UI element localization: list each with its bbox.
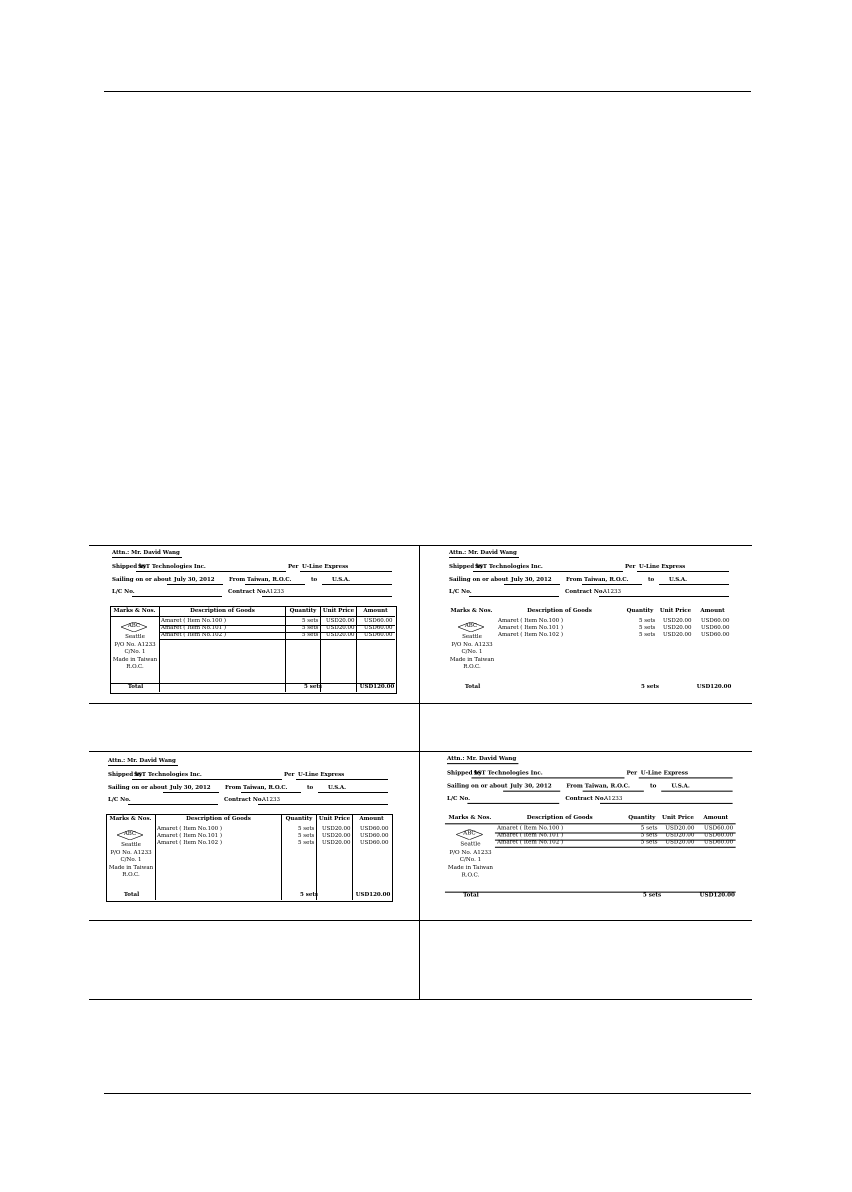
to-value: U.S.A. bbox=[669, 577, 688, 583]
header-amount: Amount bbox=[359, 816, 384, 822]
row-amount: USD60.00 bbox=[704, 832, 734, 839]
header-unit-price: Unit Price bbox=[322, 608, 355, 614]
per-value: U-Line Express bbox=[298, 772, 345, 778]
total-qty: 5 sets bbox=[642, 892, 662, 899]
shipped-by-value: SST Technologies Inc. bbox=[473, 770, 543, 777]
row-amount: USD60.00 bbox=[701, 625, 730, 631]
total-qty: 5 sets bbox=[304, 684, 322, 690]
total-label: Total bbox=[127, 684, 144, 690]
sample-form-partial-lines bbox=[108, 759, 408, 909]
row-price: USD20.00 bbox=[665, 839, 695, 846]
to-value: U.S.A. bbox=[328, 785, 347, 791]
header-description: Description of Goods bbox=[190, 608, 255, 614]
row-amount: USD60.00 bbox=[704, 825, 734, 832]
row-qty: 5 sets bbox=[298, 826, 315, 832]
row-amount: USD60.00 bbox=[701, 632, 730, 638]
sample-form-original bbox=[112, 551, 412, 701]
sample-form-lines-removed bbox=[449, 551, 749, 701]
row-desc: Amaret ( Item No.100 ) bbox=[157, 826, 222, 832]
per-label: Per bbox=[626, 770, 638, 777]
header-quantity: Quantity bbox=[626, 608, 654, 614]
row-desc: Amaret ( Item No.100 ) bbox=[496, 825, 564, 832]
per-value: U-Line Express bbox=[640, 770, 688, 777]
header-unit-price: Unit Price bbox=[318, 816, 351, 822]
row-amount: USD60.00 bbox=[360, 826, 389, 832]
abc-mark-text: ABC bbox=[464, 623, 478, 629]
contract-label: Contract No. bbox=[565, 795, 606, 802]
row-amount: USD60.00 bbox=[701, 618, 730, 624]
sample-form-row-lines bbox=[447, 757, 753, 910]
header-amount: Amount bbox=[703, 815, 729, 822]
contract-value: A1233 bbox=[266, 589, 284, 595]
contract-value: A1233 bbox=[262, 797, 280, 803]
row-amount: USD60.00 bbox=[360, 840, 389, 846]
total-qty: 5 sets bbox=[641, 684, 659, 690]
sailing-label: Sailing on or about bbox=[447, 783, 508, 790]
abc-mark-text: ABC bbox=[463, 830, 476, 837]
contract-label: Contract No. bbox=[224, 797, 264, 803]
row-qty: 5 sets bbox=[302, 618, 319, 624]
row-qty: 5 sets bbox=[639, 632, 656, 638]
from-value: Taiwan, R.O.C. bbox=[584, 577, 629, 583]
row-desc: Amaret ( Item No.102 ) bbox=[161, 632, 226, 638]
lc-label: L/C No. bbox=[112, 589, 135, 595]
contract-value: A1233 bbox=[604, 795, 623, 802]
shipped-by-value: SST Technologies Inc. bbox=[138, 564, 206, 570]
header-unit-price: Unit Price bbox=[662, 815, 694, 822]
from-value: Taiwan, R.O.C. bbox=[584, 783, 631, 790]
header-marks: Marks & Nos. bbox=[448, 815, 492, 822]
from-label: From bbox=[225, 785, 242, 791]
row-desc: Amaret ( Item No.101 ) bbox=[496, 832, 564, 839]
abc-mark-icon bbox=[456, 829, 483, 839]
contract-label: Contract No. bbox=[228, 589, 268, 595]
from-value: Taiwan, R.O.C. bbox=[243, 785, 288, 791]
row-qty: 5 sets bbox=[640, 825, 658, 832]
footer-rule bbox=[104, 1093, 751, 1094]
contract-label: Contract No. bbox=[565, 589, 605, 595]
per-value: U-Line Express bbox=[302, 564, 349, 570]
per-label: Per bbox=[284, 772, 295, 778]
row-desc: Amaret ( Item No.102 ) bbox=[157, 840, 222, 846]
row-price: USD20.00 bbox=[665, 832, 695, 839]
shipping-marks: Seattle P/O No. A1233 C/No. 1 Made in Taiwan R.O.C. bbox=[447, 841, 494, 879]
shipping-marks: Seattle P/O No. A1233 C/No. 1 Made in Taiwan R.O.C. bbox=[449, 634, 495, 670]
row-price: USD20.00 bbox=[326, 632, 355, 638]
shipped-by-label: Shipped by bbox=[112, 564, 147, 570]
shipped-by-value: SST Technologies Inc. bbox=[134, 772, 202, 778]
from-label: From bbox=[566, 783, 583, 790]
sailing-value: July 30, 2012 bbox=[170, 785, 211, 791]
sailing-value: July 30, 2012 bbox=[174, 577, 215, 583]
abc-mark-icon bbox=[458, 622, 484, 632]
sailing-value: July 30, 2012 bbox=[511, 577, 552, 583]
row-desc: Amaret ( Item No.101 ) bbox=[498, 625, 563, 631]
row-qty: 5 sets bbox=[302, 625, 319, 631]
total-label: Total bbox=[464, 684, 481, 690]
lc-label: L/C No. bbox=[449, 589, 472, 595]
header-marks: Marks & Nos. bbox=[113, 608, 156, 614]
grid-row2-top-line bbox=[89, 751, 752, 752]
header-amount: Amount bbox=[363, 608, 388, 614]
attn-label: Attn.: Mr. David Wang bbox=[112, 550, 180, 556]
abc-mark-icon bbox=[117, 830, 143, 840]
total-amount: USD120.00 bbox=[359, 684, 395, 690]
header-quantity: Quantity bbox=[289, 608, 317, 614]
abc-mark-text: ABC bbox=[127, 623, 141, 629]
shipped-by-label: Shipped by bbox=[447, 770, 482, 777]
row-price: USD20.00 bbox=[663, 618, 692, 624]
row-amount: USD60.00 bbox=[364, 625, 393, 631]
shipping-marks: Seattle P/O No. A1233 C/No. 1 Made in Taiwan R.O.C. bbox=[112, 634, 158, 670]
to-label: to bbox=[648, 577, 655, 583]
row-desc: Amaret ( Item No.100 ) bbox=[498, 618, 563, 624]
total-amount: USD120.00 bbox=[696, 684, 732, 690]
to-label: to bbox=[311, 577, 318, 583]
total-label: Total bbox=[463, 892, 479, 899]
header-description: Description of Goods bbox=[526, 815, 593, 822]
to-value: U.S.A. bbox=[671, 783, 690, 790]
to-label: to bbox=[307, 785, 314, 791]
row-price: USD20.00 bbox=[663, 625, 692, 631]
total-qty: 5 sets bbox=[300, 892, 318, 898]
row-price: USD20.00 bbox=[326, 625, 355, 631]
abc-mark-icon bbox=[121, 622, 147, 632]
per-label: Per bbox=[625, 564, 636, 570]
row-qty: 5 sets bbox=[640, 839, 658, 846]
row-qty: 5 sets bbox=[640, 832, 658, 839]
row-price: USD20.00 bbox=[665, 825, 695, 832]
from-label: From bbox=[229, 577, 246, 583]
grid-center-divider bbox=[419, 545, 420, 1000]
sailing-label: Sailing on or about bbox=[449, 577, 509, 583]
total-amount: USD120.00 bbox=[355, 892, 391, 898]
row-price: USD20.00 bbox=[322, 840, 351, 846]
sailing-label: Sailing on or about bbox=[108, 785, 168, 791]
row-qty: 5 sets bbox=[639, 625, 656, 631]
to-label: to bbox=[649, 783, 657, 790]
grid-bottom-line bbox=[89, 999, 752, 1000]
row-desc: Amaret ( Item No.101 ) bbox=[157, 833, 222, 839]
row-price: USD20.00 bbox=[322, 826, 351, 832]
shipped-by-label: Shipped by bbox=[449, 564, 484, 570]
row-desc: Amaret ( Item No.102 ) bbox=[496, 839, 564, 846]
row-qty: 5 sets bbox=[302, 632, 319, 638]
lc-label: L/C No. bbox=[447, 795, 471, 802]
header-rule bbox=[104, 91, 751, 92]
header-amount: Amount bbox=[700, 608, 725, 614]
row-qty: 5 sets bbox=[298, 840, 315, 846]
from-label: From bbox=[566, 577, 583, 583]
abc-mark-text: ABC bbox=[123, 831, 137, 837]
shipping-marks: Seattle P/O No. A1233 C/No. 1 Made in Taiwan R.O.C. bbox=[108, 842, 154, 878]
contract-value: A1233 bbox=[603, 589, 621, 595]
attn-label: Attn.: Mr. David Wang bbox=[449, 550, 517, 556]
row-desc: Amaret ( Item No.100 ) bbox=[161, 618, 226, 624]
attn-label: Attn.: Mr. David Wang bbox=[108, 758, 176, 764]
row-price: USD20.00 bbox=[663, 632, 692, 638]
header-unit-price: Unit Price bbox=[659, 608, 692, 614]
row-amount: USD60.00 bbox=[364, 632, 393, 638]
row-qty: 5 sets bbox=[639, 618, 656, 624]
row-amount: USD60.00 bbox=[704, 839, 734, 846]
sailing-value: July 30, 2012 bbox=[510, 783, 552, 790]
grid-top-line bbox=[89, 545, 752, 546]
to-value: U.S.A. bbox=[332, 577, 351, 583]
row-amount: USD60.00 bbox=[364, 618, 393, 624]
per-label: Per bbox=[288, 564, 299, 570]
row-price: USD20.00 bbox=[322, 833, 351, 839]
header-description: Description of Goods bbox=[527, 608, 592, 614]
row-amount: USD60.00 bbox=[360, 833, 389, 839]
row-desc: Amaret ( Item No.101 ) bbox=[161, 625, 226, 631]
per-value: U-Line Express bbox=[639, 564, 686, 570]
row-price: USD20.00 bbox=[326, 618, 355, 624]
row-desc: Amaret ( Item No.102 ) bbox=[498, 632, 563, 638]
from-value: Taiwan, R.O.C. bbox=[247, 577, 292, 583]
grid-row1-caption-line bbox=[89, 703, 752, 704]
attn-label: Attn.: Mr. David Wang bbox=[447, 755, 517, 763]
header-quantity: Quantity bbox=[628, 815, 656, 822]
lc-label: L/C No. bbox=[108, 797, 131, 803]
total-label: Total bbox=[123, 892, 140, 898]
header-quantity: Quantity bbox=[285, 816, 313, 822]
sailing-label: Sailing on or about bbox=[112, 577, 172, 583]
header-marks: Marks & Nos. bbox=[109, 816, 152, 822]
grid-row2-caption-line bbox=[89, 920, 752, 921]
shipped-by-value: SST Technologies Inc. bbox=[475, 564, 543, 570]
shipped-by-label: Shipped by bbox=[108, 772, 143, 778]
row-qty: 5 sets bbox=[298, 833, 315, 839]
header-description: Description of Goods bbox=[186, 816, 251, 822]
header-marks: Marks & Nos. bbox=[450, 608, 493, 614]
total-amount: USD120.00 bbox=[699, 892, 735, 899]
